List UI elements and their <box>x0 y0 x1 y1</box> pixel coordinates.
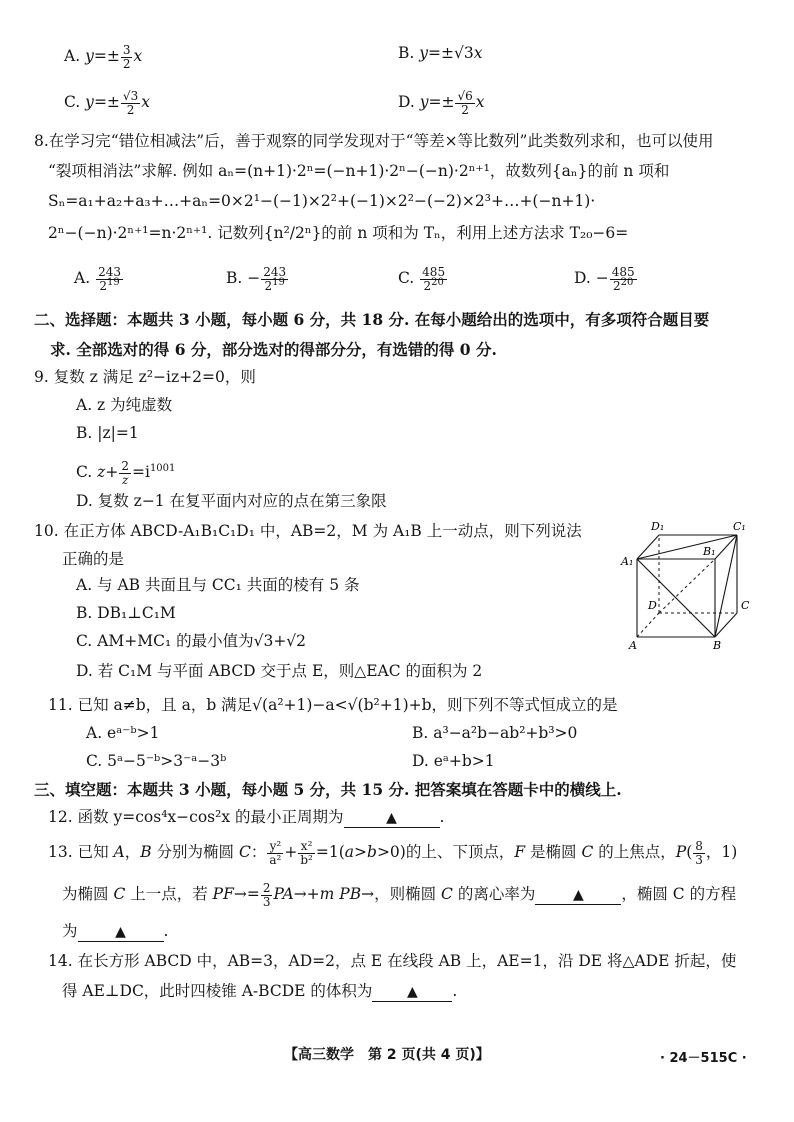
label-d1: D₁ <box>651 520 665 533</box>
section2-heading: 二、选择题：本题共 3 小题，每小题 6 分，共 18 分. 在每小题给出的选项中，有多项符合题目要 <box>34 310 710 329</box>
q8-option-c[interactable]: C. $\frac{485}{2^{20}}$ <box>398 265 446 293</box>
q13-line2: 为椭圆 C 上一点，若 PF→= $\frac{2}{3}$ PA→+m PB→，则椭圆 C 的离心率为 ▲ ，椭圆 C 的方程 <box>62 881 737 909</box>
q8-option-a[interactable]: A. $\frac{243}{2^{19}}$ <box>74 265 121 293</box>
q7-option-d[interactable]: D. y=± $\frac{√6}{2}$ x <box>398 89 485 117</box>
q9-option-b[interactable]: B. |z|=1 <box>76 424 139 442</box>
edge-b1c1 <box>715 535 737 559</box>
q7-option-b[interactable]: B. y=±√3x <box>398 44 483 62</box>
triangle-marker-icon: ▲ <box>406 984 418 1000</box>
q8-option-b[interactable]: B. − $\frac{243}{2^{19}}$ <box>226 265 287 293</box>
q10-option-d[interactable]: D. 若 C₁M 与平面 ABCD 交于点 E，则△EAC 的面积为 2 <box>76 662 483 680</box>
q10-option-a[interactable]: A. 与 AB 共面且与 CC₁ 共面的棱有 5 条 <box>76 576 360 594</box>
q10-stem-cont: 正确的是 <box>62 550 125 568</box>
section2-heading-cont: 求. 全部选对的得 6 分，部分选对的得部分分，有选错的得 0 分. <box>50 340 497 359</box>
q14-line2: 得 AE⊥DC，此时四棱锥 A-BCDE 的体积为 ▲ . <box>62 982 458 1000</box>
label-a1: A₁ <box>621 555 634 568</box>
q8-line3: Sₙ=a₁+a₂+a₃+…+aₙ=0×2¹−(−1)×2²+(−1)×2²−(−2)×2³+…+(−n+1)· <box>48 192 596 210</box>
q11-option-a[interactable]: A. eᵃ⁻ᵇ>1 <box>86 724 160 742</box>
q8-line2: “裂项相消法”求解. 例如 aₙ=(n+1)·2ⁿ=(−n+1)·2ⁿ−(−n)·2ⁿ⁺¹，故数列{aₙ}的前 n 项和 <box>48 162 670 180</box>
footer-page-label: 【高三数学 第 2 页(共 4 页)】 <box>284 1047 490 1063</box>
triangle-marker-icon: ▲ <box>572 887 584 904</box>
q11-option-b[interactable]: B. a³−a²b−ab²+b³>0 <box>412 724 578 742</box>
q10-option-c[interactable]: C. AM+MC₁ 的最小值为√3+√2 <box>76 632 307 650</box>
q7-option-c[interactable]: C. y=± $\frac{√3}{2}$ x <box>64 89 150 117</box>
cube-figure <box>615 515 765 655</box>
diag-a1c1 <box>637 535 737 559</box>
edge-ad-hidden <box>637 613 659 637</box>
q9-option-c[interactable]: C. z+ $\frac{2}{z}$ $=i^{1001}$ <box>76 459 176 487</box>
q13-eccentricity-blank[interactable] <box>535 887 621 905</box>
q11-option-c[interactable]: C. 5ᵃ−5⁻ᵇ>3⁻ᵃ−3ᵇ <box>86 752 227 770</box>
footer-code: · 24－515C · <box>660 1051 747 1066</box>
q13-line1: 13. 已知 A，B 分别为椭圆 C： $\frac{\text{y²}}{\text{a²}}$ + $\frac{\text{x²}}{\text{b²}}$ =1(a>b>0)的上、下顶点，F 是椭圆 C 的上焦点，P( $\frac{8}{3}$ ，1) <box>48 839 738 867</box>
q8-line1: 8.在学习完“错位相减法”后，善于观察的同学发现对于“等差×等比数列”此类数列求和，也可以使用 <box>34 132 714 150</box>
q10-option-b[interactable]: B. DB₁⊥C₁M <box>76 604 176 622</box>
q8-line4: 2ⁿ−(−n)·2ⁿ⁺¹=n·2ⁿ⁺¹. 记数列{n²/2ⁿ}的前 n 项和为 Tₙ，利用上述方法求 T₂₀−6= <box>48 224 629 242</box>
label-d: D <box>648 599 657 612</box>
q14-answer-blank[interactable] <box>372 984 452 1002</box>
label-c1: C₁ <box>733 520 746 533</box>
label-b1: B₁ <box>703 545 716 558</box>
q8-option-d[interactable]: D. − $\frac{485}{2^{20}}$ <box>574 265 635 293</box>
triangle-marker-icon: ▲ <box>386 810 397 826</box>
edge-bc <box>715 613 737 637</box>
q11-option-d[interactable]: D. eᵃ+b>1 <box>412 752 495 770</box>
q7-option-a[interactable]: A. y=± $\frac{3}{2}$ x <box>64 43 143 71</box>
edge-a1d1 <box>637 535 659 559</box>
q11-stem: 11. 已知 a≠b，且 a，b 满足√(a²+1)−a<√(b²+1)+b，则下列不等式恒成立的是 <box>48 696 618 714</box>
q9-option-d[interactable]: D. 复数 z−1 在复平面内对应的点在第三象限 <box>76 492 387 510</box>
label-a: A <box>629 639 637 652</box>
triangle-marker-icon: ▲ <box>115 924 126 940</box>
q9-option-a[interactable]: A. z 为纯虚数 <box>76 396 173 414</box>
q12-answer-blank[interactable] <box>344 810 440 828</box>
section3-heading: 三、填空题：本题共 3 小题，每小题 5 分，共 15 分. 把答案填在答题卡中的横线上. <box>34 780 622 799</box>
diag-db1-hidden <box>659 559 715 613</box>
q9-stem: 9. 复数 z 满足 z²−iz+2=0，则 <box>34 368 256 386</box>
q13-equation-blank[interactable] <box>78 924 164 942</box>
diag-c1b <box>715 535 737 637</box>
label-c: C <box>741 599 750 612</box>
q12-stem: 12. 函数 y=cos⁴x−cos²x 的最小正周期为 ▲ . <box>48 808 445 826</box>
label-b: B <box>713 639 722 652</box>
q10-stem: 10. 在正方体 ABCD-A₁B₁C₁D₁ 中，AB=2，M 为 A₁B 上一动点，则下列说法 <box>34 522 582 540</box>
q14-line1: 14. 在长方形 ABCD 中，AB=3，AD=2，点 E 在线段 AB 上，AE=1，沿 DE 将△ADE 折起，使 <box>48 952 737 970</box>
q13-line3: 为 ▲ . <box>62 922 169 940</box>
